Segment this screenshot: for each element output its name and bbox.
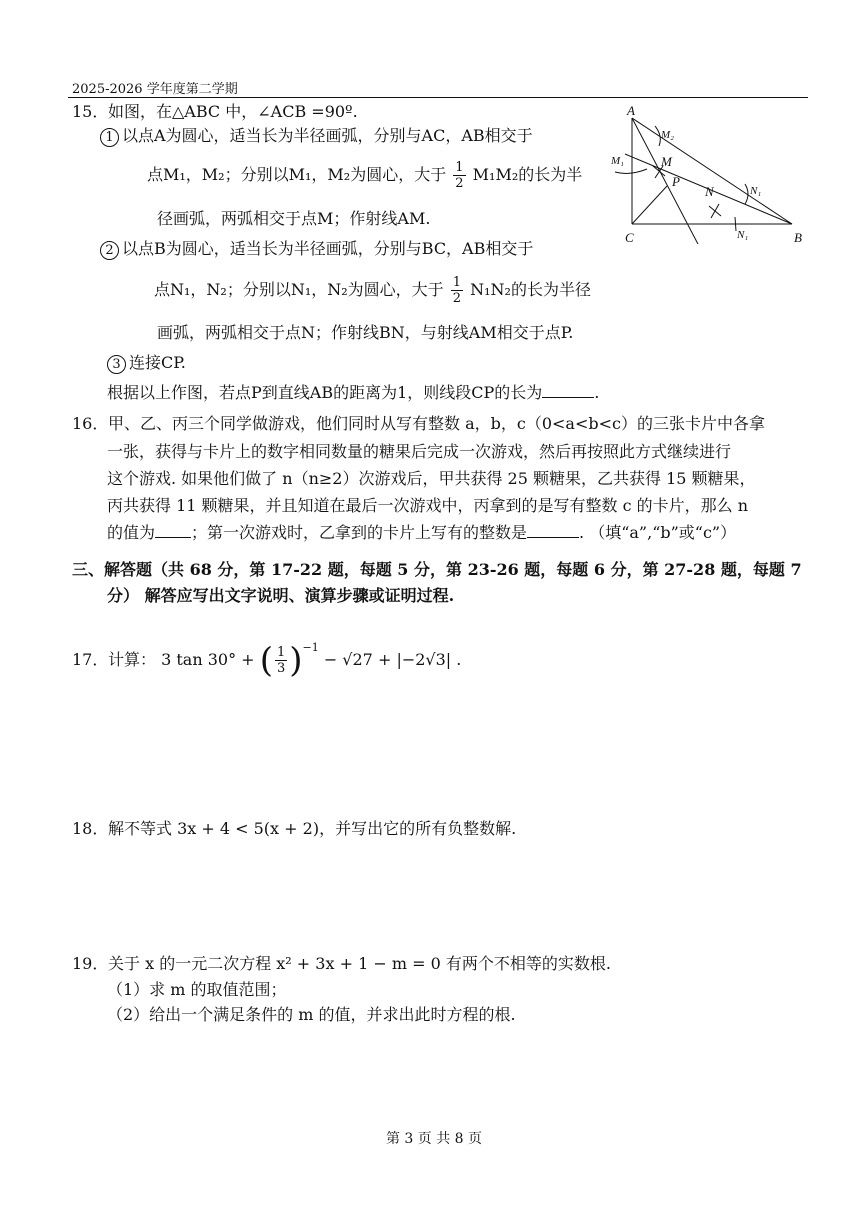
q15-intro	[72, 101, 358, 123]
arc-m2	[655, 126, 660, 146]
step1-marker: 1	[100, 128, 119, 147]
q17-fraction	[275, 645, 287, 676]
step1-text-b-pre: 点M₁，M₂；分别以M₁，M₂为圆心，大于	[147, 165, 447, 184]
q18	[72, 818, 516, 840]
step1-text-b-post: M₁M₂的长为半	[472, 165, 583, 184]
q17-frac-num: 1	[276, 645, 286, 660]
q17-term1: 3 tan 30° +	[161, 650, 255, 669]
label-m1: M₁	[611, 155, 624, 167]
step1-text-a: 以点A为圆心，适当长为半径画弧，分别与AC，AB相交于	[122, 126, 533, 145]
q19-text: 关于 x 的一元二次方程 x² + 3x + 1 − m = 0 有两个不相等的实数根.	[108, 954, 611, 973]
label-p: P	[672, 174, 680, 189]
triangle-figure	[605, 104, 805, 244]
q16-line3: 这个游戏. 如果他们做了 n（n≥2）次游戏后，甲共获得 25 颗糖果，乙共获得 15 颗糖果，	[107, 469, 756, 488]
q15-step1-line1	[100, 125, 533, 147]
q19	[72, 953, 611, 975]
arc-n-cross	[709, 204, 721, 218]
answer-blank-n[interactable]	[155, 521, 191, 538]
q16-line5	[107, 521, 736, 544]
label-m2: M₂	[661, 129, 674, 141]
section3-instructions: 分） 解答应写出文字说明、演算步骤或证明过程.	[107, 586, 455, 605]
label-n1-bottom: N₁	[737, 229, 749, 241]
step2-text-b-pre: 点N₁，N₂；分别以N₁，N₂为圆心，大于	[154, 280, 444, 299]
q15-step2-line1	[100, 238, 533, 260]
exam-header: 2025-2026 学年度第二学期	[72, 82, 238, 97]
q15-step1-line3: 径画弧，两弧相交于点M；作射线AM.	[157, 209, 431, 228]
q17-exponent: −1	[302, 641, 319, 654]
q19-sub2: （2）给出一个满足条件的 m 的值，并求出此时方程的根.	[107, 1005, 516, 1024]
q17	[72, 633, 462, 681]
arc-m1	[615, 169, 647, 173]
frac-numerator: 1	[452, 275, 462, 290]
frac-numerator: 1	[455, 160, 464, 175]
step2-text-b-post: N₁N₂的长为半径	[470, 280, 591, 299]
section3-heading: 三、解答题（共 68 分，第 17-22 题，每题 5 分，第 23-26 题，每题 6 分，第 27-28 题，每题 7	[72, 560, 802, 579]
step3-text: 连接CP.	[129, 353, 186, 372]
q16-number: 16．	[72, 414, 109, 433]
step3-marker: 3	[107, 355, 126, 374]
q19-sub1: （1）求 m 的取值范围；	[107, 980, 287, 999]
q16-text-1: 甲、乙、丙三个同学做游戏，他们同时从写有整数 a，b，c（0<a<b<c）的三张卡片中各拿	[108, 414, 765, 433]
q15-question	[107, 381, 599, 404]
q19-number: 19．	[72, 954, 109, 973]
q17-label: 计算：	[108, 650, 157, 669]
q18-text: 解不等式 3x + 4 < 5(x + 2)，并写出它的所有负整数解.	[108, 819, 517, 838]
q15-intro-text: 如图，在△ABC 中，∠ACB =90º.	[108, 102, 358, 121]
q15-question-text: 根据以上作图，若点P到直线AB的距离为1，则线段CP的长为	[107, 383, 543, 402]
label-a: A	[627, 104, 635, 118]
q17-frac-den: 3	[276, 661, 286, 676]
right-paren-icon: )	[289, 640, 303, 681]
q16-text-5a: 的值为	[107, 523, 156, 542]
q15-period: .	[594, 383, 600, 402]
q18-number: 18．	[72, 819, 109, 838]
q16-line1	[72, 413, 765, 435]
header-rule	[68, 97, 808, 98]
q16-line2: 一张，获得与卡片上的数字相同数量的糖果后完成一次游戏，然后再按照此方式继续进行	[107, 442, 732, 461]
label-n: N	[705, 184, 714, 199]
answer-blank-cp[interactable]	[542, 381, 594, 398]
q15-number: 15．	[72, 102, 109, 121]
answer-blank-card[interactable]	[527, 521, 579, 538]
label-b: B	[794, 230, 802, 244]
q17-term2: − √27 + |−2√3| .	[323, 650, 462, 669]
segment-cp	[632, 186, 667, 224]
step2-marker: 2	[100, 241, 119, 260]
q17-number: 17．	[72, 650, 109, 669]
q15-step3	[107, 352, 186, 374]
half-fraction	[453, 160, 465, 191]
q15-step1-line2	[147, 160, 582, 191]
left-paren-icon: (	[259, 640, 273, 681]
label-c: C	[625, 230, 634, 244]
arc-n1-bottom	[735, 217, 736, 231]
frac-denominator: 2	[455, 176, 464, 191]
q15-step2-line3: 画弧，两弧相交于点N；作射线BN，与射线AM相交于点P.	[157, 323, 574, 342]
q15-step2-line2	[154, 275, 591, 306]
frac-denominator: 2	[452, 291, 462, 306]
q16-text-5c: . （填“a”,“b”或“c”）	[579, 523, 737, 542]
step2-text-a: 以点B为圆心，适当长为半径画弧，分别与BC，AB相交于	[122, 239, 534, 258]
page-footer: 第 3 页 共 8 页	[385, 1131, 483, 1147]
half-fraction-2	[451, 275, 463, 306]
q16-text-5b: ；第一次游戏时，乙拿到的卡片上写有的整数是	[191, 523, 528, 542]
label-m: M	[661, 154, 672, 169]
q16-line4: 丙共获得 11 颗糖果，并且知道在最后一次游戏中，丙拿到的是写有整数 c 的卡片，那么 n	[107, 496, 749, 515]
label-n1-right: N₁	[750, 185, 762, 197]
